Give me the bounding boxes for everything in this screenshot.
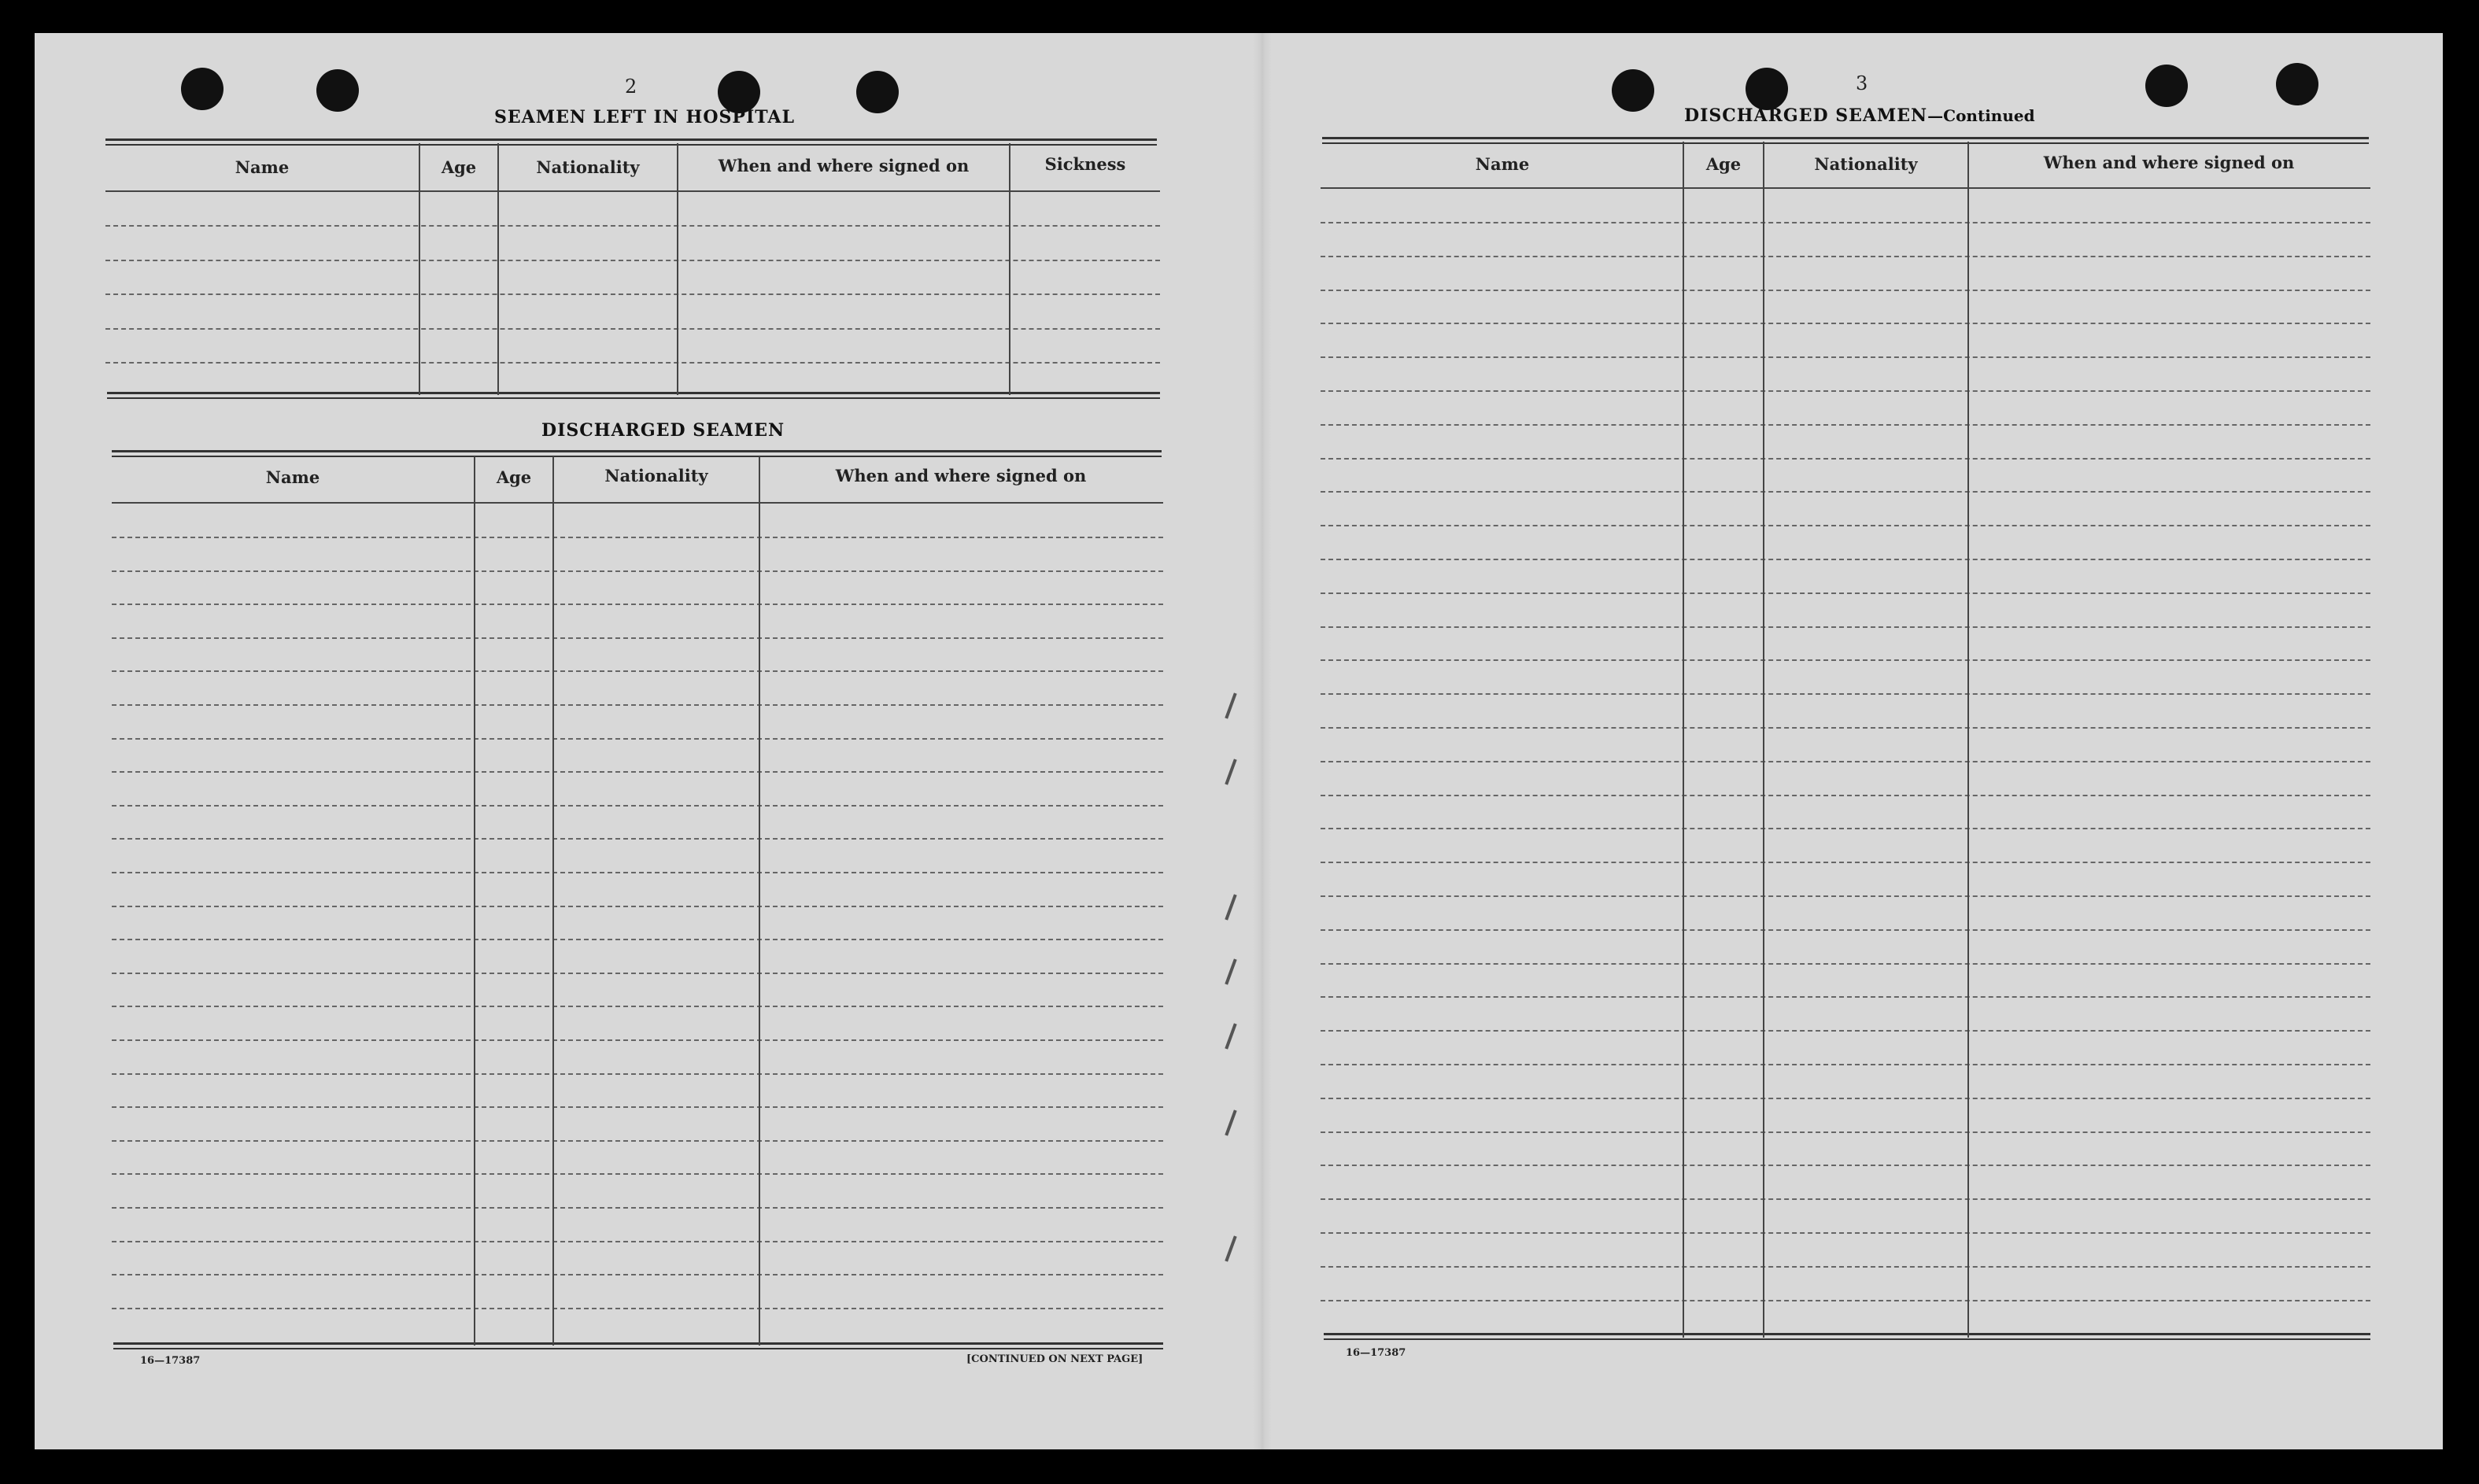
discharged-section-title: DISCHARGED SEAMEN: [541, 420, 785, 441]
blank-row-line: [1321, 1266, 2370, 1268]
blank-row-line: [105, 293, 1160, 295]
blank-row-line: [112, 838, 1163, 840]
blank-row-line: [1321, 592, 2370, 594]
blank-row-line: [112, 1173, 1163, 1175]
blank-row-line: [112, 704, 1163, 706]
hospital-col-signed-on: When and where signed on: [718, 156, 970, 175]
blank-row-line: [1321, 356, 2370, 358]
hospital-col-divider: [1009, 143, 1010, 395]
blank-row-line: [1321, 1232, 2370, 1234]
discharged-col-nationality: Nationality: [604, 466, 708, 485]
blank-row-line: [1321, 761, 2370, 762]
blank-row-line: [112, 1073, 1163, 1075]
blank-row-line: [1321, 659, 2370, 661]
blank-row-line: [1321, 1030, 2370, 1032]
hospital-col-age: Age: [441, 157, 477, 177]
continued-header-rule: [1321, 187, 2370, 189]
continued-col-age: Age: [1705, 154, 1742, 174]
form-number-left: 16—17387: [140, 1355, 201, 1367]
blank-row-line: [112, 771, 1163, 773]
blank-row-line: [1321, 828, 2370, 829]
continued-col-divider: [1763, 142, 1764, 1338]
continued-note: [CONTINUED ON NEXT PAGE]: [966, 1353, 1143, 1365]
hospital-col-nationality: Nationality: [536, 157, 640, 177]
discharged-col-age: Age: [496, 467, 532, 487]
continued-col-divider: [1683, 142, 1684, 1338]
hospital-col-divider: [677, 143, 678, 395]
continued-title-main: DISCHARGED SEAMEN: [1684, 105, 1928, 126]
blank-row-line: [1321, 795, 2370, 796]
blank-row-line: [1321, 862, 2370, 863]
blank-row-line: [1321, 963, 2370, 965]
hospital-col-sickness: Sickness: [1044, 154, 1126, 174]
blank-row-line: [1321, 1098, 2370, 1099]
blank-row-line: [1321, 290, 2370, 291]
blank-row-line: [1321, 256, 2370, 257]
blank-row-line: [112, 738, 1163, 740]
blank-row-line: [1321, 458, 2370, 460]
blank-row-line: [112, 973, 1163, 974]
continued-table-bottom-rule: [1324, 1333, 2370, 1340]
punch-hole: [1612, 69, 1654, 112]
blank-row-line: [112, 1274, 1163, 1275]
page-number-left: 2: [625, 76, 637, 98]
blank-row-line: [112, 1207, 1163, 1209]
blank-row-line: [1321, 323, 2370, 324]
blank-row-line: [112, 1006, 1163, 1007]
continued-col-nationality: Nationality: [1814, 154, 1918, 174]
continued-title-suffix: —Continued: [1927, 106, 2035, 125]
hospital-section-title: SEAMEN LEFT IN HOSPITAL: [494, 107, 795, 127]
discharged-col-divider: [552, 456, 554, 1346]
blank-row-line: [112, 805, 1163, 807]
blank-row-line: [1321, 1198, 2370, 1200]
blank-row-line: [1321, 525, 2370, 526]
blank-row-line: [112, 1039, 1163, 1041]
blank-row-line: [1321, 929, 2370, 931]
discharged-col-divider: [474, 456, 475, 1346]
hospital-col-name: Name: [235, 157, 290, 177]
blank-row-line: [1321, 559, 2370, 560]
punch-hole: [316, 69, 359, 112]
blank-row-line: [112, 1308, 1163, 1309]
discharged-col-divider: [759, 456, 760, 1346]
hospital-table-top-rule: [105, 138, 1157, 146]
punch-hole: [2276, 63, 2318, 105]
discharged-col-signed-on: When and where signed on: [835, 466, 1087, 485]
blank-row-line: [1321, 491, 2370, 493]
blank-row-line: [1321, 390, 2370, 392]
blank-row-line: [105, 225, 1160, 227]
hospital-col-divider: [419, 143, 420, 395]
blank-row-line: [112, 872, 1163, 873]
continued-section-title: [1684, 105, 2035, 126]
blank-row-line: [1321, 727, 2370, 729]
blank-row-line: [1321, 693, 2370, 695]
punch-hole: [181, 68, 224, 110]
blank-row-line: [1321, 424, 2370, 426]
punch-hole: [1746, 68, 1788, 110]
discharged-table-bottom-rule: [113, 1342, 1163, 1349]
blank-row-line: [1321, 895, 2370, 897]
blank-row-line: [105, 328, 1160, 330]
continued-col-divider: [1967, 142, 1969, 1338]
blank-row-line: [112, 939, 1163, 940]
punch-hole: [856, 71, 899, 113]
form-number-right: 16—17387: [1346, 1347, 1406, 1359]
page-number-right: 3: [1856, 72, 1868, 94]
blank-row-line: [112, 906, 1163, 907]
blank-row-line: [1321, 1300, 2370, 1301]
blank-row-line: [112, 570, 1163, 572]
blank-row-line: [1321, 1064, 2370, 1065]
continued-col-name: Name: [1475, 154, 1530, 174]
blank-row-line: [105, 260, 1160, 261]
blank-row-line: [1321, 996, 2370, 998]
blank-row-line: [105, 362, 1160, 364]
continued-col-signed-on: When and where signed on: [2043, 153, 2295, 172]
discharged-header-rule: [112, 502, 1163, 504]
hospital-col-divider: [497, 143, 499, 395]
hospital-header-rule: [105, 190, 1160, 192]
blank-row-line: [112, 637, 1163, 639]
blank-row-line: [1321, 1165, 2370, 1166]
punch-hole: [2145, 65, 2188, 107]
blank-row-line: [112, 1140, 1163, 1142]
blank-row-line: [1321, 626, 2370, 628]
blank-row-line: [112, 670, 1163, 672]
form-sheet: [35, 33, 2443, 1449]
discharged-col-name: Name: [265, 467, 320, 487]
blank-row-line: [1321, 1131, 2370, 1133]
blank-row-line: [112, 1106, 1163, 1108]
page-fold: [1253, 33, 1272, 1449]
blank-row-line: [112, 537, 1163, 538]
blank-row-line: [112, 1241, 1163, 1242]
discharged-table-top-rule: [112, 450, 1162, 457]
blank-row-line: [1321, 222, 2370, 223]
continued-table-top-rule: [1322, 137, 2369, 144]
blank-row-line: [112, 604, 1163, 605]
hospital-table-bottom-rule: [107, 392, 1160, 399]
